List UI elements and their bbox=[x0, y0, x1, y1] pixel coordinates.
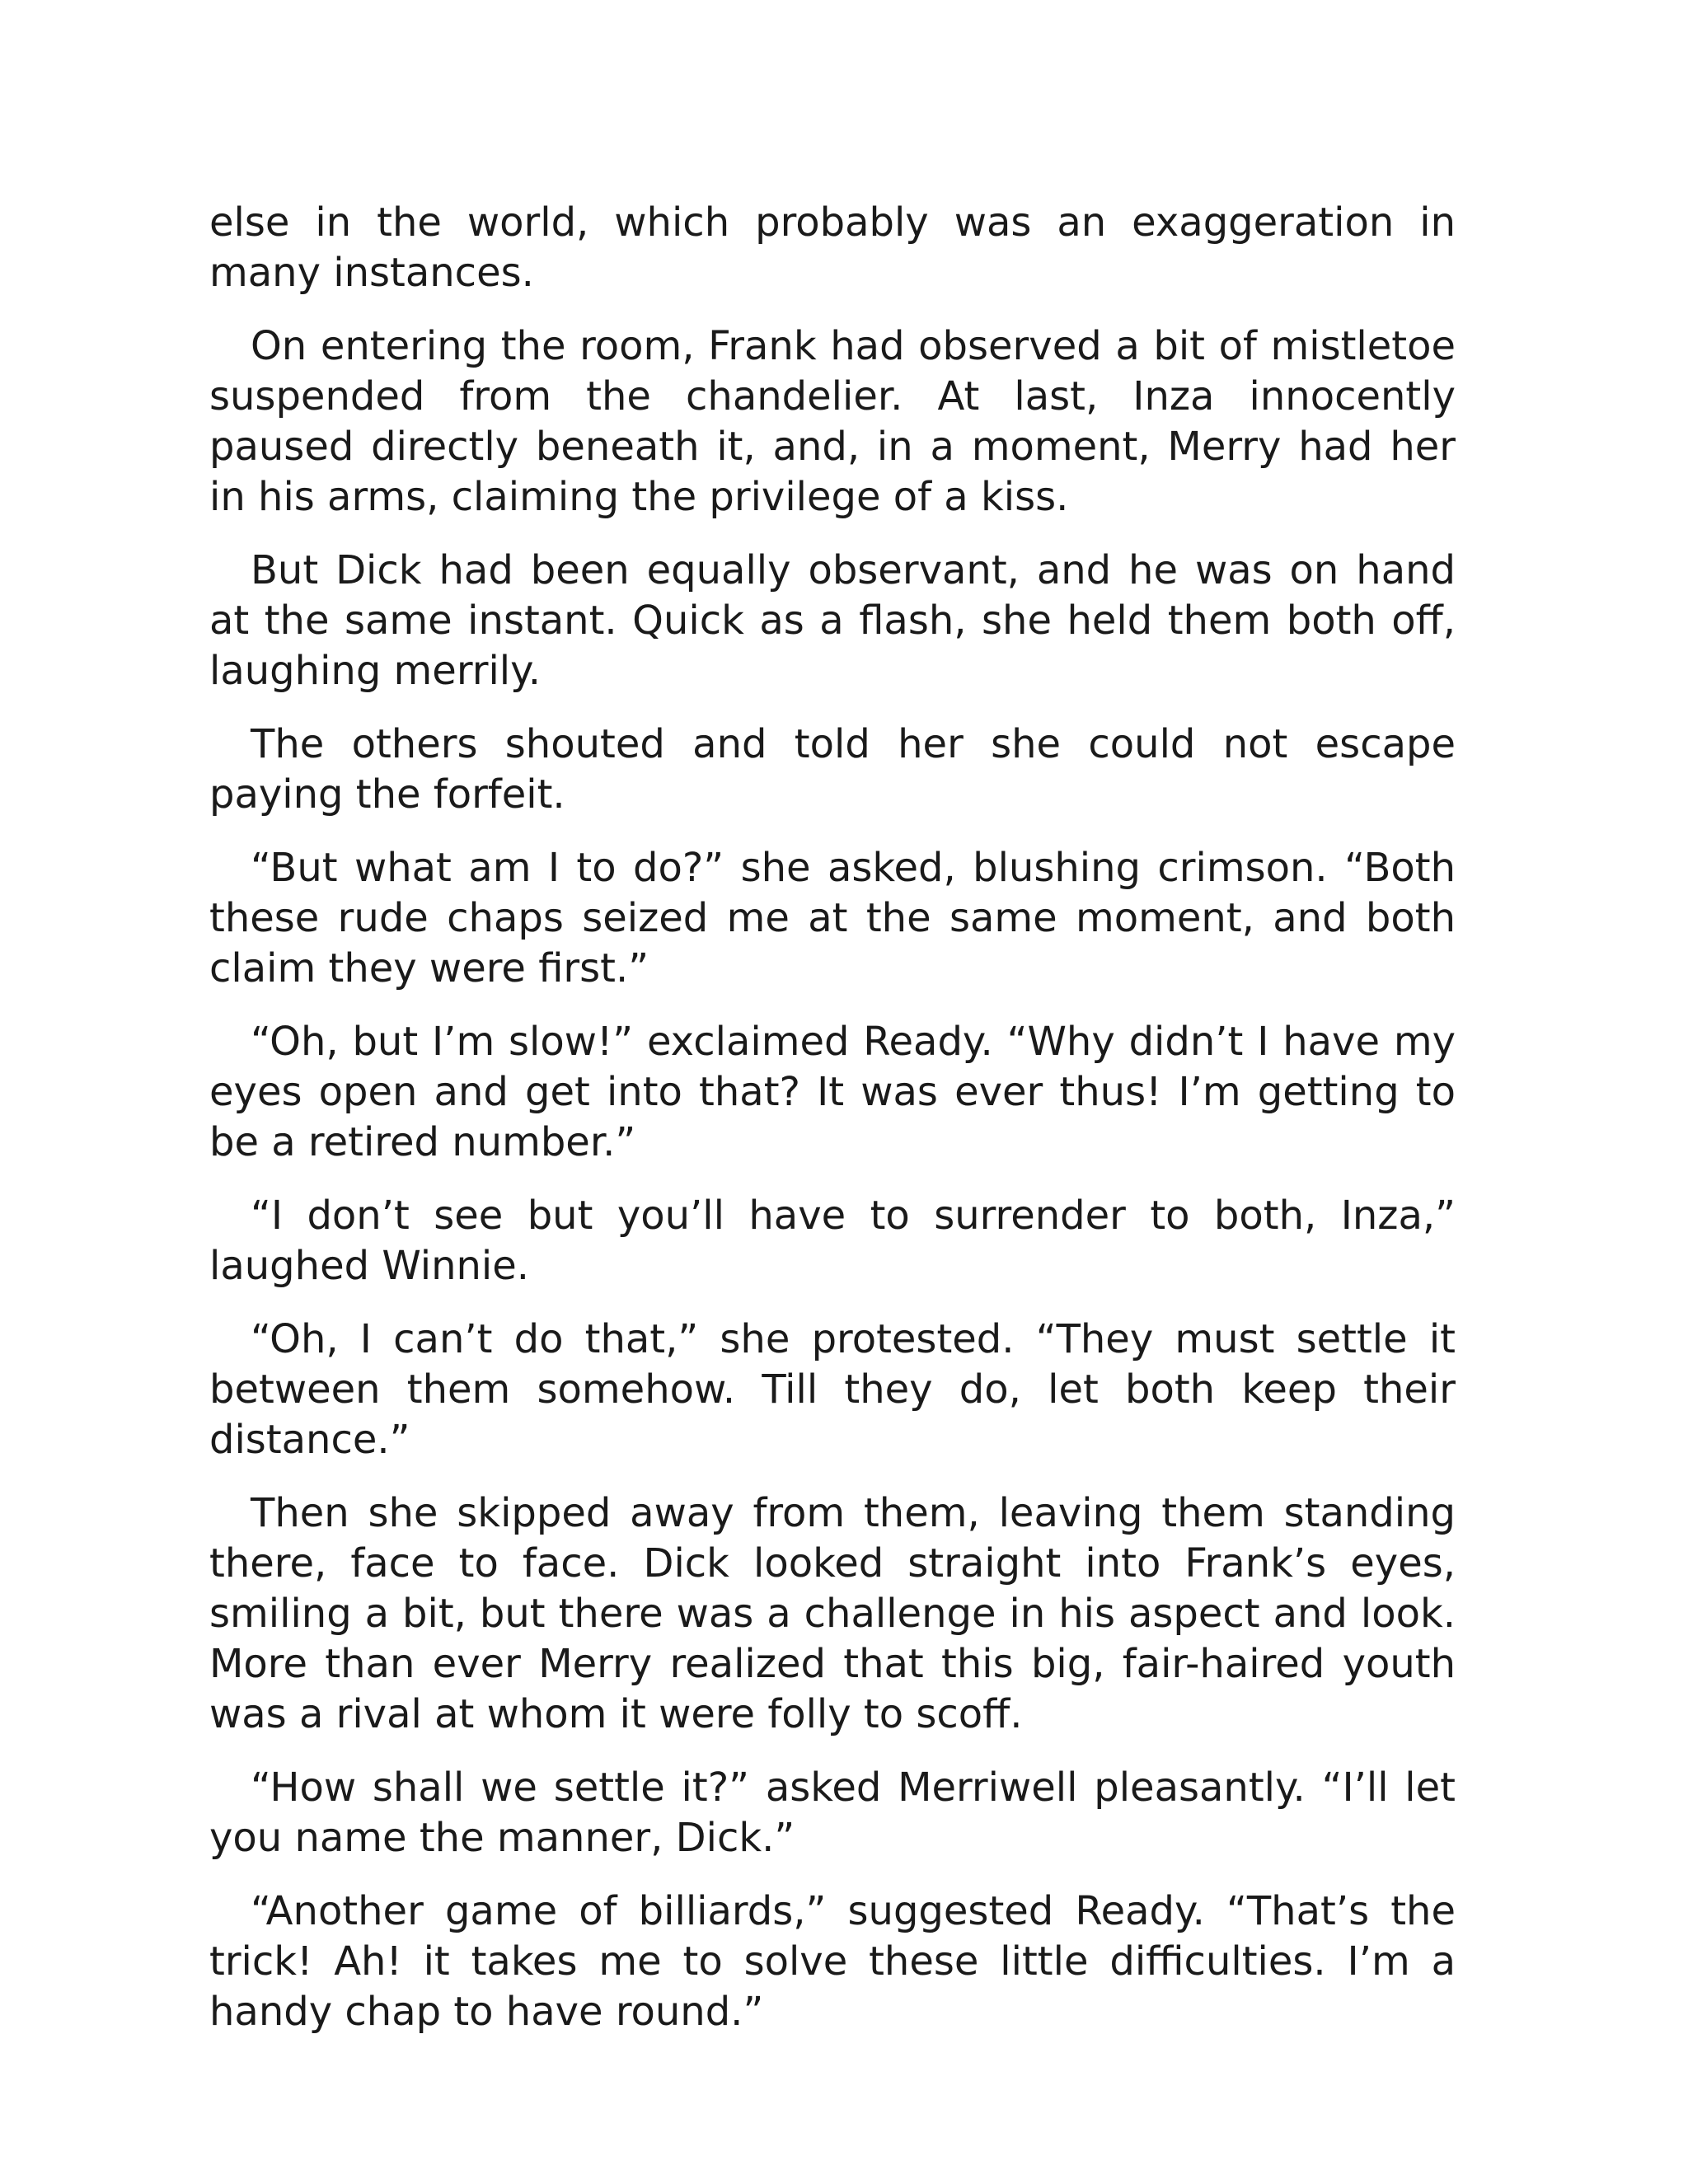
paragraph-7: “I don’t see but you’ll have to surrender to both, Inza,” laughed Winnie. bbox=[209, 1193, 1456, 1289]
paragraph-10: “How shall we settle it?” asked Merriwell pleasantly. “I’ll let you name the manner, Dick.” bbox=[209, 1765, 1456, 1861]
paragraph-2: On entering the room, Frank had observed a bit of mistletoe suspended from the chandelier. At last, Inza innocently paused directly beneath it, and, in a moment, Merry had her in his arms, claiming the privilege of a kiss. bbox=[209, 323, 1456, 520]
paragraph-9: Then she skipped away from them, leaving them standing there, face to face. Dick looked straight into Frank’s eyes, smiling a bit, but there was a challenge in his aspect and look. More than ever Merry realized that this big, fair-haired youth was a rival at whom it were folly to scoff. bbox=[209, 1490, 1456, 1737]
paragraph-8: “Oh, I can’t do that,” she protested. “They must settle it between them somehow. Till they do, let both keep their distance.” bbox=[209, 1316, 1456, 1463]
paragraph-3: But Dick had been equally observant, and he was on hand at the same instant. Quick as a flash, she held them both off, laughing merrily. bbox=[209, 547, 1456, 694]
paragraph-11: “Another game of billiards,” suggested Ready. “That’s the trick! Ah! it takes me to solve these little difficulties. I’m a handy chap to have round.” bbox=[209, 1888, 1456, 2035]
paragraph-6: “Oh, but I’m slow!” exclaimed Ready. “Why didn’t I have my eyes open and get into that? It was ever thus! I’m getting to be a retired number.” bbox=[209, 1019, 1456, 1165]
paragraph-5: “But what am I to do?” she asked, blushing crimson. “Both these rude chaps seized me at the same moment, and both claim they were first.” bbox=[209, 845, 1456, 991]
paragraph-4: The others shouted and told her she could not escape paying the forfeit. bbox=[209, 721, 1456, 818]
page-body bbox=[209, 198, 1456, 2060]
paragraph-1: else in the world, which probably was an exaggeration in many instances. bbox=[209, 199, 1456, 296]
